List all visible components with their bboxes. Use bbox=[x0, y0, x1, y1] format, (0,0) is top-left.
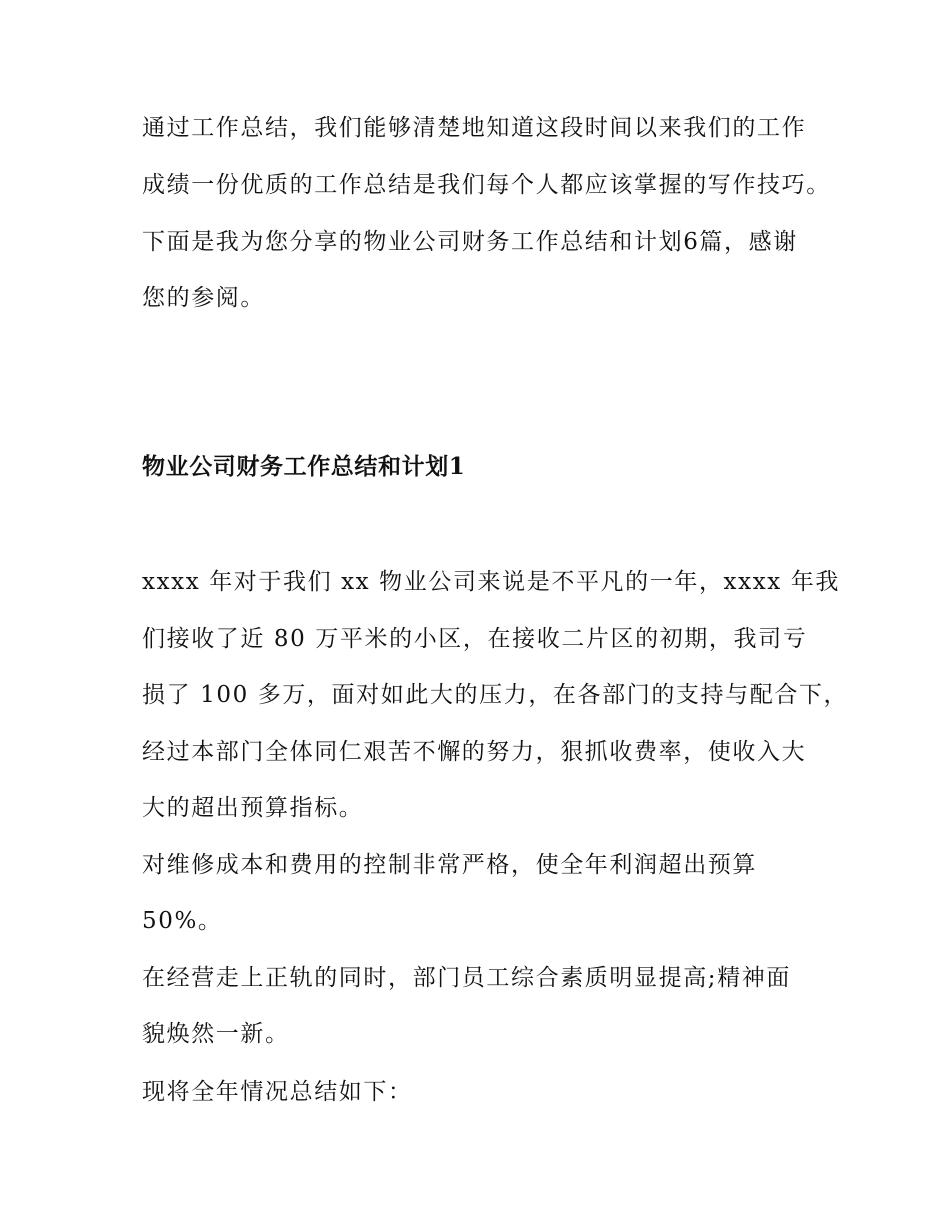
intro-line: 通过工作总结，我们能够清楚地知道这段时间以来我们的工作 bbox=[142, 115, 807, 141]
paragraph-line: 50%。 bbox=[142, 908, 223, 934]
section-title: 物业公司财务工作总结和计划1 bbox=[142, 453, 466, 480]
paragraph-line: 在经营走上正轨的同时，部门员工综合素质明显提高;精神面 bbox=[142, 965, 791, 991]
paragraph-line: 大的超出预算指标。 bbox=[142, 795, 364, 821]
intro-line: 下面是我为您分享的物业公司财务工作总结和计划6篇，感谢 bbox=[142, 229, 798, 255]
paragraph-line: 们接收了近 80 万平米的小区，在接收二片区的初期，我司亏 bbox=[142, 626, 808, 652]
intro-line: 成绩一份优质的工作总结是我们每个人都应该掌握的写作技巧。 bbox=[142, 172, 831, 198]
paragraph-line: 经过本部门全体同仁艰苦不懈的努力，狠抓收费率，使收入大 bbox=[142, 739, 807, 765]
paragraph-line: xxxx 年对于我们 xx 物业公司来说是不平凡的一年，xxxx 年我 bbox=[142, 569, 840, 595]
paragraph-line: 对维修成本和费用的控制非常严格，使全年利润超出预算 bbox=[142, 852, 757, 878]
intro-line: 您的参阅。 bbox=[142, 285, 265, 311]
paragraph-line: 损了 100 多万，面对如此大的压力，在各部门的支持与配合下， bbox=[142, 682, 849, 708]
paragraph-line: 现将全年情况总结如下： bbox=[142, 1079, 413, 1105]
paragraph-line: 貌焕然一新。 bbox=[142, 1021, 290, 1047]
